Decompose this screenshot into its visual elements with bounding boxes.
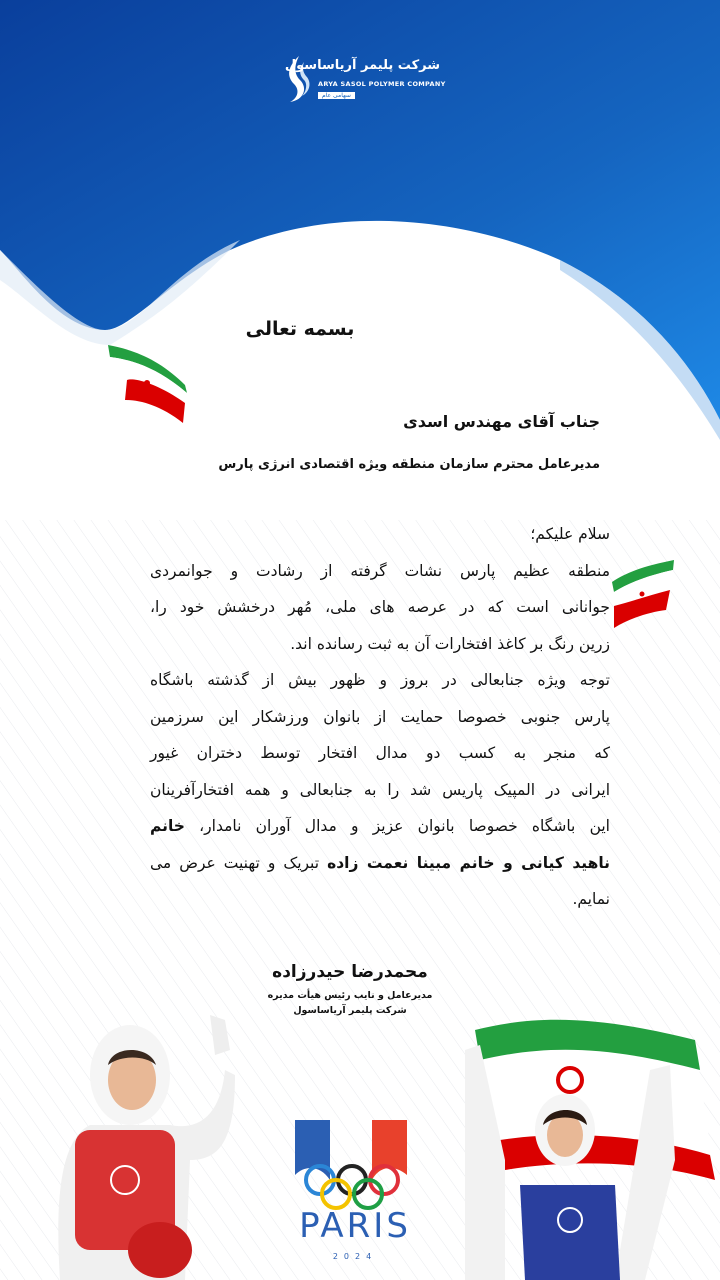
body-text: این باشگاه خصوصا بانوان عزیز و مدال آوران نامدار، xyxy=(199,817,610,835)
greeting: سلام علیکم؛ xyxy=(530,525,610,543)
body-line: جوانانی است که در عرصه های ملی، مُهر درخشش خود را، xyxy=(150,598,610,616)
body-line: زرین رنگ بر کاغذ افتخارات آن به ثبت رسانده اند. xyxy=(290,634,610,653)
body-line: توجه ویژه جنابعالی در بروز و ظهور بیش از گذشته باشگاه xyxy=(150,671,610,689)
body-text: تبریک و تهنیت عرض می xyxy=(150,853,320,872)
addressee-position: مدیرعامل محترم سازمان منطقه ویژه اقتصادی انرژی پارس xyxy=(218,457,600,472)
iran-flag-icon xyxy=(105,345,190,425)
body-line: ایرانی در المپیک پاریس شد را به جنابعالی و همه افتخارآفرینان xyxy=(150,780,610,799)
body-line: پارس جنوبی خصوصا حمایت از بانوان ورزشکار این سرزمین xyxy=(150,707,610,726)
iran-flag-icon-small xyxy=(610,560,676,630)
signatory-role: مدیرعامل و نایب رئیس هیأت مدیره xyxy=(267,990,433,1001)
paris-year: 2024 xyxy=(332,1252,378,1261)
body-line: نمایم. xyxy=(572,890,610,908)
company-name-fa: شرکت پلیمر آریاساسول xyxy=(284,58,440,73)
letter-body xyxy=(150,516,610,918)
paris-2024-logo xyxy=(290,1120,420,1210)
signatory-company: شرکت پلیمر آریاساسول xyxy=(293,1005,407,1016)
body-line: منطقه عظیم پارس نشات گرفته از رشادت و جوانمردی xyxy=(150,561,610,580)
athlete-photo-left xyxy=(20,1010,240,1280)
company-badge: سهامی عام xyxy=(318,92,355,99)
body-line: که منجر به کسب دو مدال افتخار توسط دختران غیور xyxy=(150,744,610,762)
body-line xyxy=(150,808,610,845)
letter-title: بسمه تعالی xyxy=(245,318,355,340)
company-name-en: ARYA SASOL POLYMER COMPANY xyxy=(318,80,446,88)
addressee: جناب آقای مهندس اسدی xyxy=(403,412,600,431)
athlete-photo-right xyxy=(445,1010,720,1280)
athlete-names: ناهید کیانی و خانم مبینا نعمت زاده xyxy=(327,853,610,872)
athlete-title: خانم xyxy=(150,817,185,835)
company-logo xyxy=(280,52,446,108)
signatory-name: محمدرضا حیدرزاده xyxy=(272,962,428,982)
body-line xyxy=(150,845,610,882)
paris-wordmark: PARIS xyxy=(299,1206,411,1246)
